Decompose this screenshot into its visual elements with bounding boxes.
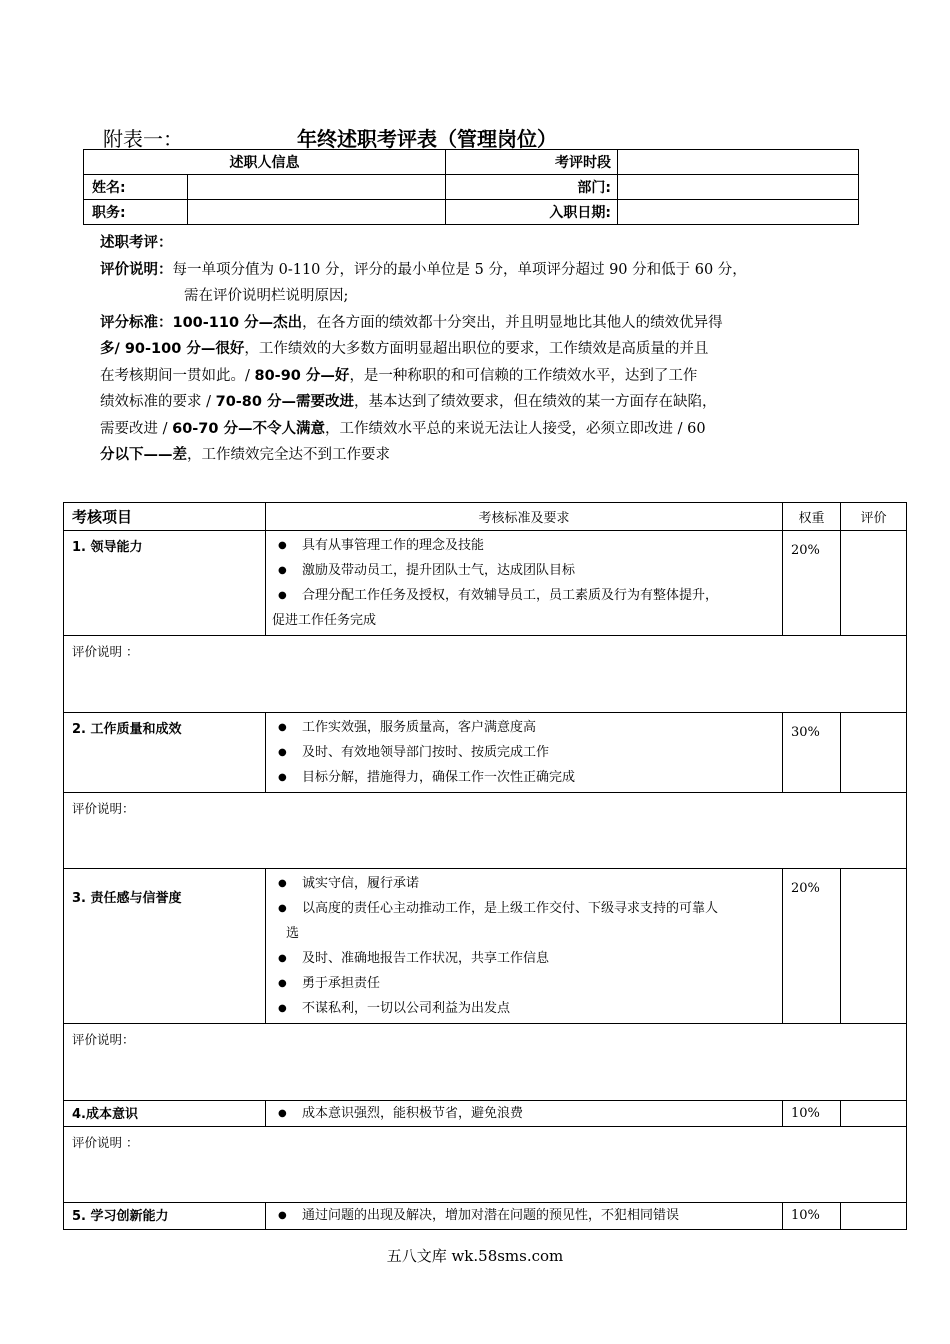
item-row-4 <box>64 1101 907 1127</box>
criteria-l5b: 60-70 分—不令人满意 <box>172 420 326 437</box>
bullet-icon: ● <box>278 565 287 576</box>
list-item: ● 不谋私利，一切以公司利益为出发点 <box>272 996 776 1021</box>
note-row-3 <box>64 1024 907 1101</box>
list-item: 促进工作任务完成 <box>272 613 377 628</box>
join-date-field[interactable] <box>618 200 859 225</box>
item-standard-1 <box>266 531 783 636</box>
item-row-2 <box>64 713 907 793</box>
item-name-3: 3. 责任感与信誉度 <box>64 869 266 1024</box>
item-name-1: 1. 领导能力 <box>64 531 266 636</box>
desc-line2: 需在评价说明栏说明原因; <box>184 288 349 304</box>
list-item: ● 及时、准确地报告工作状况，共享工作信息 <box>272 946 776 971</box>
item-standard-4 <box>266 1101 783 1127</box>
criteria-line3 <box>100 363 840 390</box>
bullet-icon: ● <box>278 747 287 758</box>
criteria-line6 <box>100 442 840 469</box>
list-item: ● 以高度的责任心主动推动工作，是上级工作交付、下级寻求支持的可靠人 <box>272 896 776 921</box>
position-field[interactable] <box>188 200 446 225</box>
footer-watermark: 五八文库 wk.58sms.com <box>386 1247 564 1265</box>
dept-label: 部门: <box>446 175 618 200</box>
criteria-l2a: 多/ 90-100 分—很好 <box>100 341 245 357</box>
bullet-icon: ● <box>278 722 287 733</box>
item-rating-3[interactable] <box>841 869 907 1024</box>
item-standard-5 <box>266 1203 783 1230</box>
list-item: 选 <box>286 926 300 941</box>
criteria-l2b: ，工作绩效的大多数方面明显超出职位的要求，工作绩效是高质量的并且 <box>244 341 709 357</box>
position-label: 职务: <box>84 200 188 225</box>
item-row-3 <box>64 869 907 1024</box>
criteria-l6b: ，工作绩效完全达不到工作要求 <box>187 447 390 463</box>
criteria-l4b: 70-80 分—需要改进 <box>215 394 355 410</box>
criteria-line4 <box>100 389 840 416</box>
assessment-header-row <box>64 503 907 531</box>
dept-field[interactable] <box>618 175 859 200</box>
item-name-5: 5. 学习创新能力 <box>64 1203 266 1230</box>
name-field[interactable] <box>188 175 446 200</box>
list-item: ● 目标分解，措施得力，确保工作一次性正确完成 <box>272 765 776 790</box>
join-date-label: 入职日期: <box>446 200 618 225</box>
criteria-l1a: ：100-110 分—杰出 <box>158 314 303 331</box>
criteria-l3c: ，是一种称职的和可信赖的工作绩效水平，达到了工作 <box>349 367 698 384</box>
period-field[interactable] <box>618 150 859 175</box>
bullet-icon: ● <box>278 878 287 889</box>
list-item: ● 诚实守信，履行承诺 <box>272 871 776 896</box>
reporter-info-header: 述职人信息 <box>84 150 446 175</box>
list-item: ● 具有从事管理工作的理念及技能 <box>272 533 776 558</box>
desc-label: 评价说明： <box>100 261 173 278</box>
item-row-1 <box>64 531 907 636</box>
info-table <box>83 149 859 225</box>
item-note-4[interactable]: 评价说明 ： <box>64 1127 907 1203</box>
item-standard-2 <box>266 713 783 793</box>
criteria-l6a: 分以下——差 <box>100 447 187 463</box>
criteria-l3a: 在考核期间一贯如此。/ <box>100 367 255 384</box>
bullet-icon: ● <box>278 540 287 551</box>
bullet-icon: ● <box>278 903 287 914</box>
header-item: 考核项目 <box>64 503 266 531</box>
criteria-line2 <box>100 336 840 363</box>
criteria-l4a: 绩效标准的要求 / <box>100 394 216 410</box>
bullet-icon: ● <box>278 1210 287 1221</box>
item-weight-2: 30% <box>783 713 841 793</box>
item-note-2[interactable]: 评价说明： <box>64 793 907 869</box>
header-rating: 评价 <box>841 503 907 531</box>
item-rating-2[interactable] <box>841 713 907 793</box>
page-title: 年终述职考评表（管理岗位） <box>297 127 557 151</box>
list-item: ● 成本意识强烈，能积极节省，避免浪费 <box>272 1101 776 1126</box>
desc-line1: 每一单项分值为 0-110 分，评分的最小单位是 5 分，单项评分超过 90 分和低于 60 分， <box>172 261 747 278</box>
item-rating-4[interactable] <box>841 1101 907 1127</box>
item-weight-5: 10% <box>783 1203 841 1230</box>
criteria-l1b: ，在各方面的绩效都十分突出，并且明显地比其他人的绩效优异得 <box>302 314 723 331</box>
criteria-l3b: 80-90 分—好 <box>254 367 350 384</box>
item-weight-1: 20% <box>783 531 841 636</box>
bullet-icon: ● <box>278 978 287 989</box>
bullet-icon: ● <box>278 590 287 601</box>
item-rating-1[interactable] <box>841 531 907 636</box>
note-row-2 <box>64 793 907 869</box>
item-row-5 <box>64 1203 907 1230</box>
criteria-label: 评分标准 <box>100 314 158 331</box>
bullet-icon: ● <box>278 1108 287 1119</box>
list-item: ● 勇于承担责任 <box>272 971 776 996</box>
item-note-1[interactable]: 评价说明 ： <box>64 636 907 713</box>
name-label: 姓名: <box>84 175 188 200</box>
list-item: ● 激励及带动员工，提升团队士气，达成团队目标 <box>272 558 776 583</box>
header-standard: 考核标准及要求 <box>266 503 783 531</box>
criteria-line5 <box>100 416 840 443</box>
item-standard-3 <box>266 869 783 1024</box>
criteria-l4c: ，基本达到了绩效要求，但在绩效的某一方面存在缺陷， <box>354 394 717 410</box>
bullet-icon: ● <box>278 953 287 964</box>
header-weight: 权重 <box>783 503 841 531</box>
evaluation-desc <box>100 257 840 284</box>
item-weight-3: 20% <box>783 869 841 1024</box>
assessment-table <box>63 502 907 1230</box>
criteria-line1 <box>100 310 840 337</box>
evaluation-section <box>100 230 840 469</box>
item-rating-5[interactable] <box>841 1203 907 1230</box>
list-item: ● 合理分配工作任务及授权，有效辅导员工，员工素质及行为有整体提升， <box>272 583 776 608</box>
item-weight-4: 10% <box>783 1101 841 1127</box>
note-row-1 <box>64 636 907 713</box>
item-name-4: 4.成本意识 <box>64 1101 266 1127</box>
list-item: ● 及时、有效地领导部门按时、按质完成工作 <box>272 740 776 765</box>
item-name-2: 2. 工作质量和成效 <box>64 713 266 793</box>
note-row-4 <box>64 1127 907 1203</box>
item-note-3[interactable]: 评价说明： <box>64 1024 907 1101</box>
title-prefix: 附表一： <box>103 127 183 151</box>
list-item: ● 通过问题的出现及解决，增加对潜在问题的预见性，不犯相同错误 <box>272 1203 776 1228</box>
list-item: ● 工作实效强，服务质量高，客户满意度高 <box>272 715 776 740</box>
criteria-l5a: 需要改进 / <box>100 420 173 437</box>
period-label: 考评时段 <box>446 150 618 175</box>
evaluation-heading: 述职考评： <box>100 235 173 251</box>
criteria-l5c: ，工作绩效水平总的来说无法让人接受，必须立即改进 / 60 <box>325 420 706 437</box>
bullet-icon: ● <box>278 772 287 783</box>
bullet-icon: ● <box>278 1003 287 1014</box>
